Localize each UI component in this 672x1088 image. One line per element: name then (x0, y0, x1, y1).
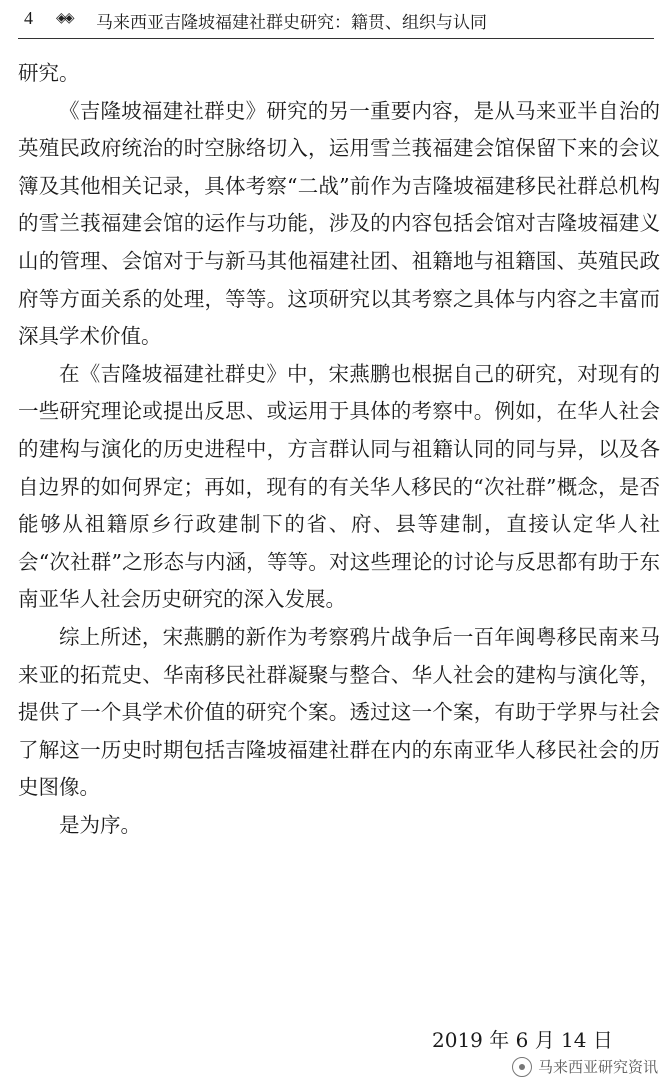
watermark (512, 1056, 658, 1077)
paragraph: 《吉隆坡福建社群史》研究的另一重要内容，是从马来亚半自治的英殖民政府统治的时空脉络切入，运用雪兰莪福建会馆保留下来的会议簿及其他相关记录，具体考察“二战”前作为吉隆坡福建移民社群总机构的雪兰莪福建会馆的运作与功能，涉及的内容包括会馆对吉隆坡福建义山的管理、会馆对于与新马其他福建社团、祖籍地与祖籍国、英殖民政府等方面关系的处理，等等。这项研究以其考察之具体与内容之丰富而深具学术价值。 (18, 98, 660, 349)
body-text (18, 55, 660, 844)
double-diamond-icon: ◈◈ (56, 10, 72, 26)
running-title: 马来西亚吉隆坡福建社群史研究：籍贯、组织与认同 (96, 13, 487, 33)
preface-date: 2019 年 6 月 14 日 (432, 1028, 613, 1052)
watermark-text: 马来西亚研究资讯 (537, 1058, 658, 1076)
wechat-icon (512, 1057, 532, 1077)
paragraph: 在《吉隆坡福建社群史》中，宋燕鹏也根据自己的研究，对现有的一些研究理论或提出反思、或运用于具体的考察中。例如，在华人社会的建构与演化的历史进程中，方言群认同与祖籍认同的同与异，以及各自边界的如何界定；再如，现有的有关华人移民的“次社群”概念，是否能够从祖籍原乡行政建制下的省、府、县等建制，直接认定华人社会“次社群”之形态与内涵，等等。对这些理论的讨论与反思都有助于东南亚华人社会历史研究的深入发展。 (18, 361, 660, 612)
paragraph-continuation: 研究。 (18, 61, 80, 85)
header-divider (18, 38, 654, 39)
paragraph-closing: 是为序。 (59, 812, 141, 837)
paragraph: 综上所述，宋燕鹏的新作为考察鸦片战争后一百年闽粤移民南来马来亚的拓荒史、华南移民社群凝聚与整合、华人社会的建构与演化等，提供了一个具学术价值的研究个案。透过这一个案，有助于学界与社会了解这一历史时期包括吉隆坡福建社群在内的东南亚华人移民社会的历史图像。 (18, 624, 660, 800)
page-number: 4 (24, 8, 33, 28)
page-header (0, 4, 672, 36)
